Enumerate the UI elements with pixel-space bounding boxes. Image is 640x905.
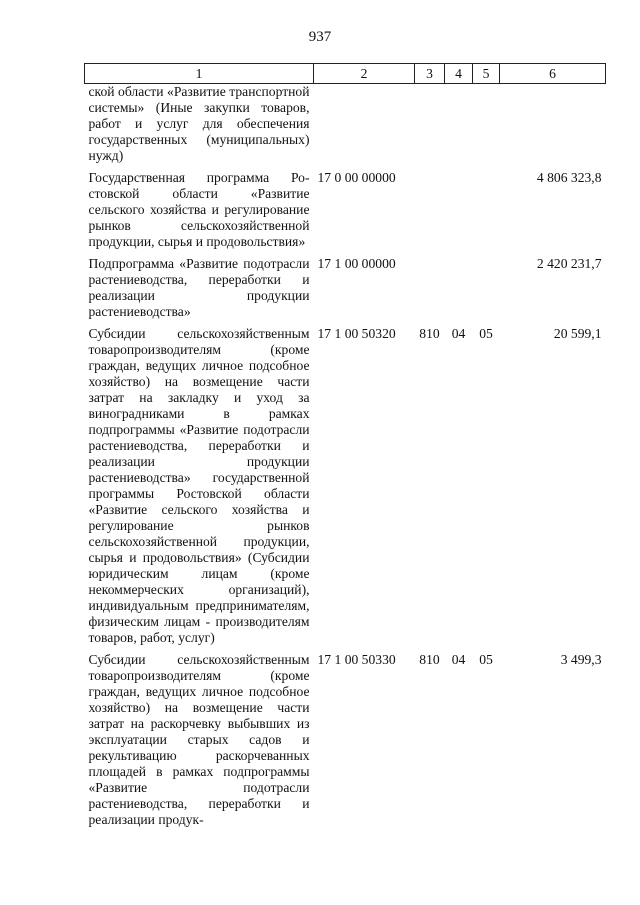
row-amount: 20 599,1 [553,326,602,341]
column-header: 6 [500,64,606,84]
row-amount: 2 420 231,7 [536,256,602,271]
column-header: 2 [314,64,415,84]
row-col3: 810 [419,326,440,341]
page-number: 937 [308,29,332,45]
row-col5: 05 [479,652,493,667]
row-col4 [445,170,473,256]
column-header: 5 [473,64,500,84]
table-row [85,256,606,326]
row-col3 [415,256,445,326]
row-code: 17 1 00 50330 [317,652,396,667]
row-col5: 05 [479,326,493,341]
row-col3: 810 [419,652,440,667]
row-amount: 4 806 323,8 [536,170,602,185]
table-row [85,326,606,652]
row-amount: 3 499,3 [560,652,602,667]
column-header: 4 [445,64,473,84]
row-col4 [445,84,473,171]
row-col3 [415,84,445,171]
row-code: 17 0 00 00000 [317,170,396,185]
row-amount [500,84,606,171]
row-col4: 04 [451,326,466,341]
budget-table [84,63,606,834]
row-name: Подпрограмма «Развитие подотрасли растениеводства, переработки и реализации продукции растениеводства» [88,256,310,319]
row-col5 [473,170,500,256]
row-name: Субсидии сельскохозяйственным товаропроизводителям (кроме граждан, ведущих личное подсобное хозяйство) на возмещение части затрат на закладку и уход за виноградниками в рамках подпрограммы «Развитие подотрасли растениеводства, переработки и реализации продукции растениеводства» государственной программы Ростовской области «Развитие сельского хозяйства и регулирование рынков сельскохозяйственной продукции, сырья и продовольствия» (Субсидии юридическим лицам (кроме некоммерческих организаций), индивидуальным предпринимателям, физическим лицам - производителям товаров, работ, услуг) [88,326,310,645]
row-name: Государственная программа Ростовской области «Развитие сельского хозяйства и регулирование рынков сельскохозяйственной продукции, сырья и продовольствия» [88,170,310,249]
row-code: 17 1 00 00000 [317,256,396,271]
row-col5 [473,256,500,326]
table-row [85,170,606,256]
row-col4: 04 [451,652,466,667]
row-col3 [415,170,445,256]
column-header: 1 [85,64,314,84]
row-name: ской области «Развитие транспортной системы» (Иные закупки товаров, работ и услуг для обеспечения государственных (муниципальных) нужд) [88,84,310,163]
table-header-row [85,64,606,84]
row-code: 17 1 00 50320 [317,326,396,341]
table-row [85,652,606,834]
row-code [314,84,415,171]
row-col5 [473,84,500,171]
table-row [85,84,606,171]
row-col4 [445,256,473,326]
column-header: 3 [415,64,445,84]
row-name: Субсидии сельскохозяйственным товаропроизводителям (кроме граждан, ведущих личное подсобное хозяйство) на возмещение части затрат на раскорчевку выбывших из эксплуатации старых садов и рекультивацию раскорчеванных площадей в рамках подпрограммы «Развитие подотрасли растениеводства, переработки и реализации продук- [88,652,310,827]
